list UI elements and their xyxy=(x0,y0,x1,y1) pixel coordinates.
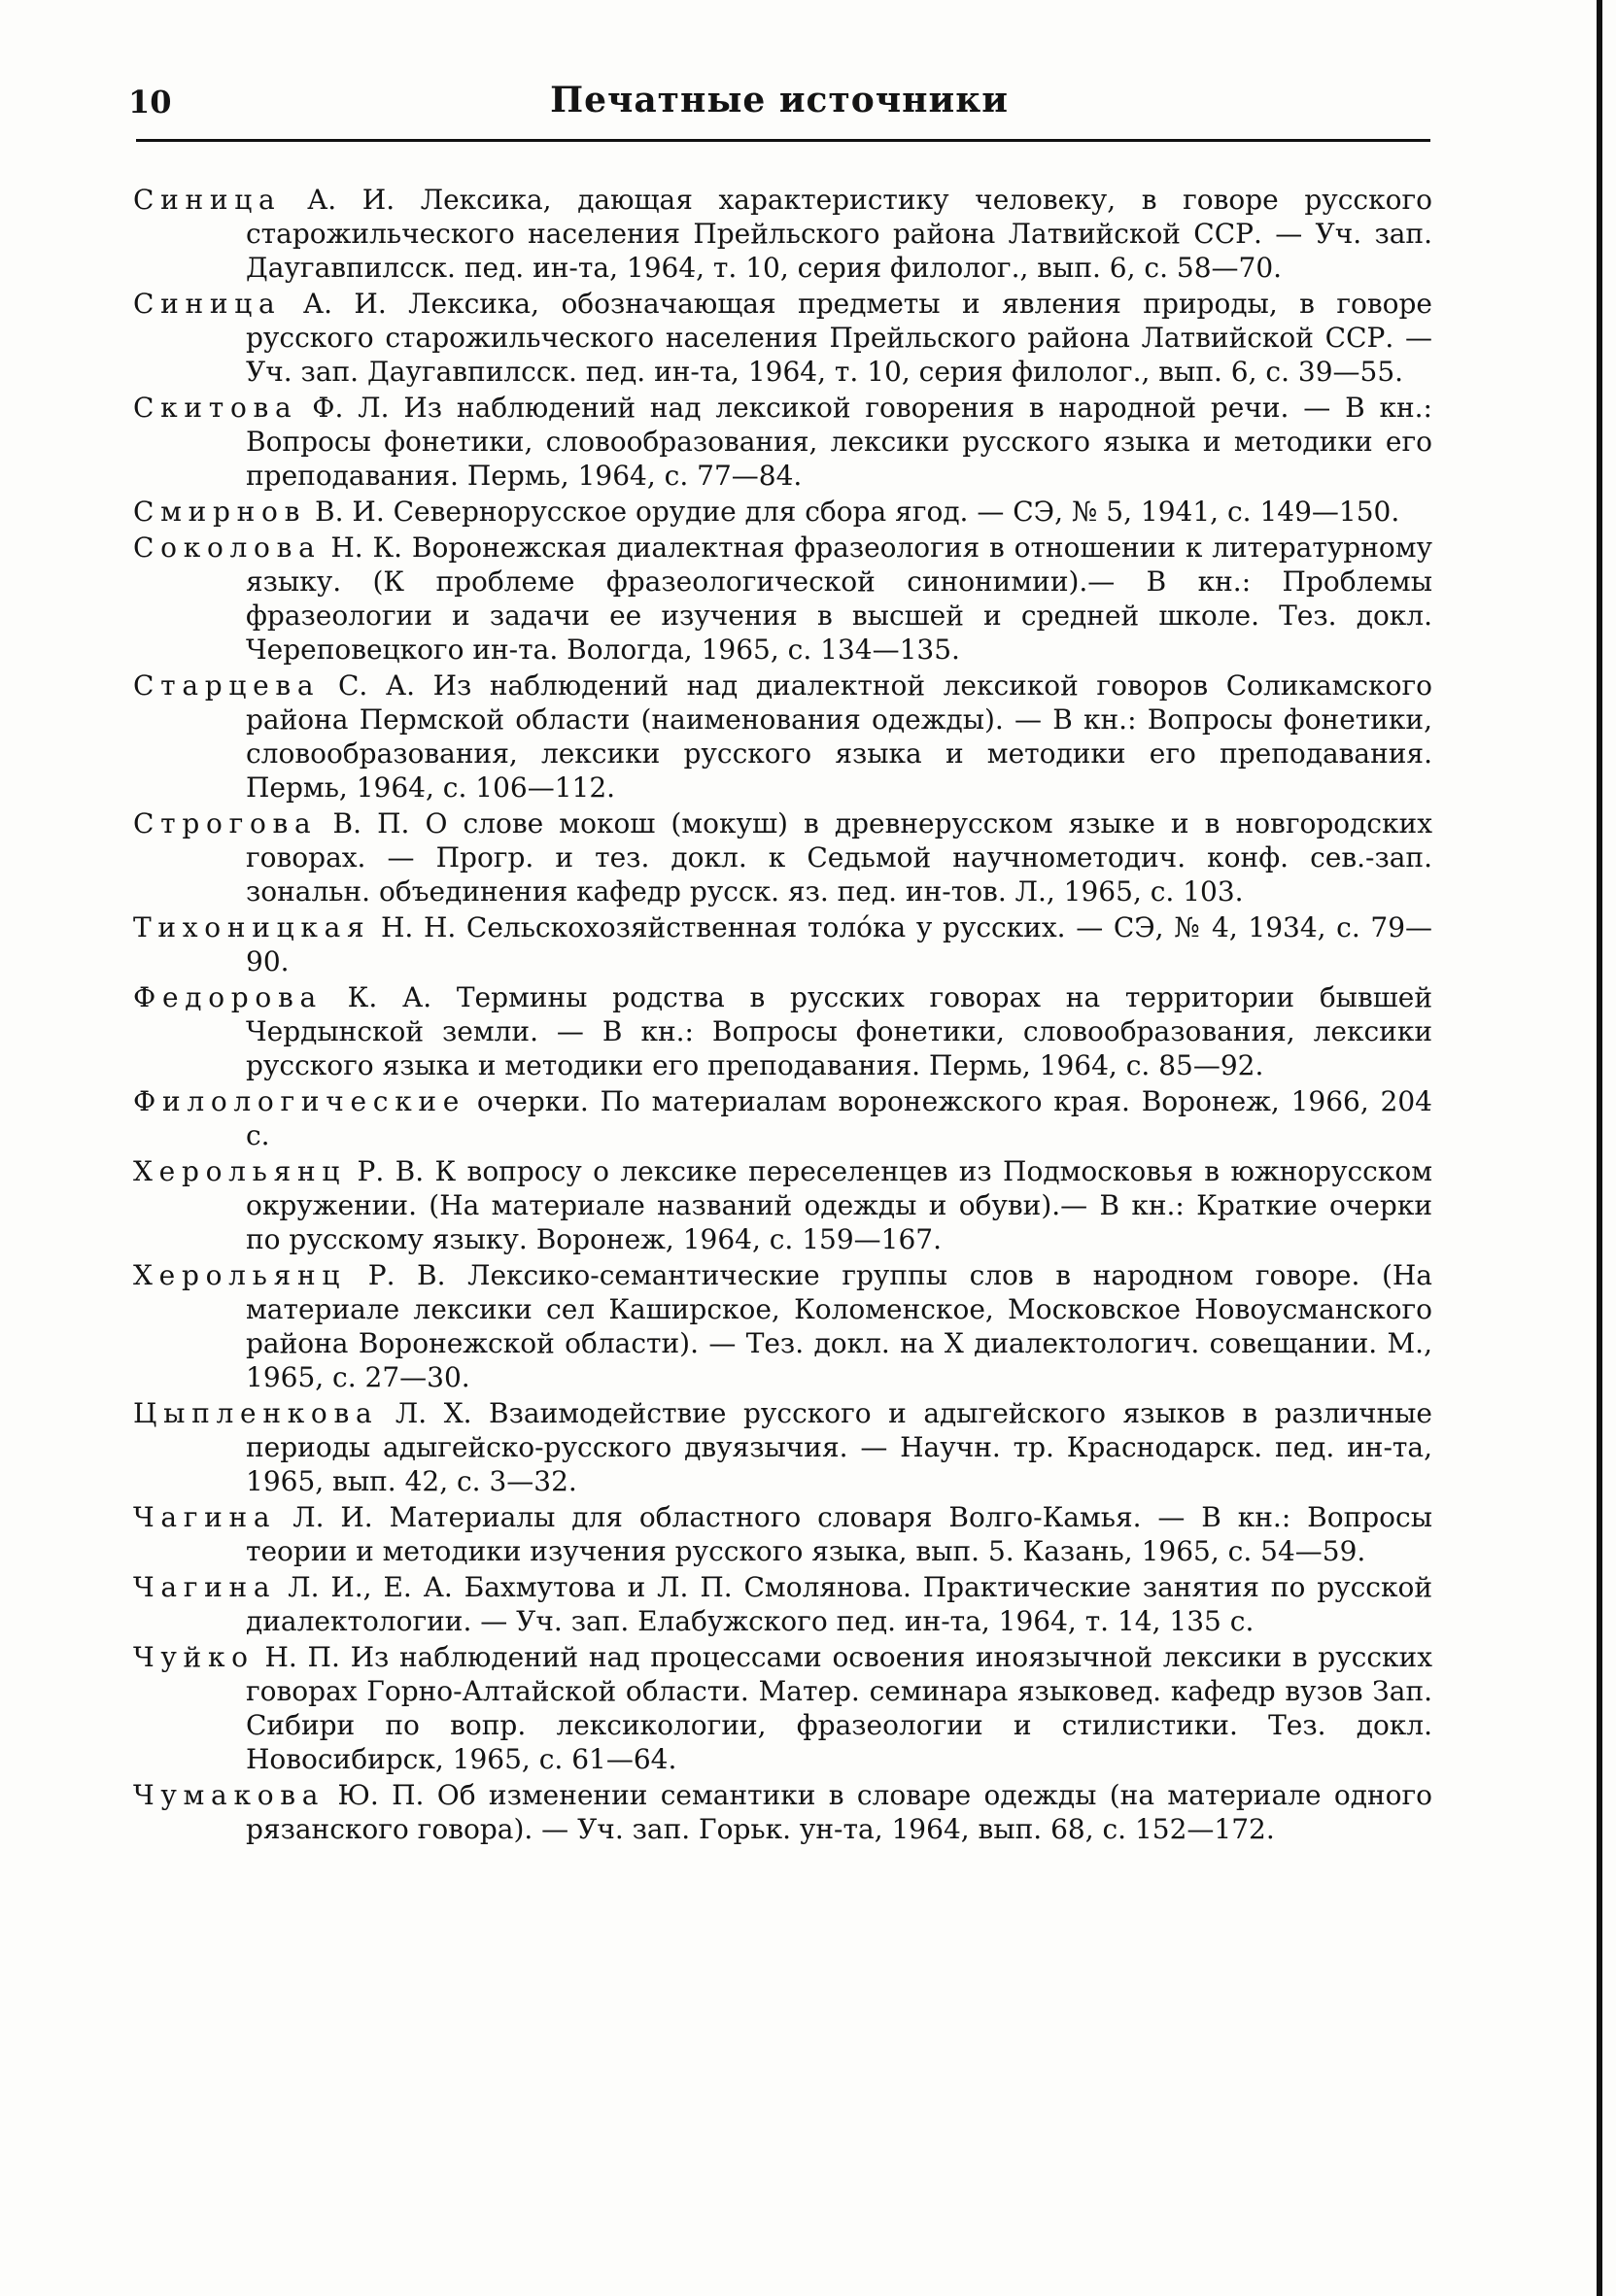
entry-author: Федорова xyxy=(133,981,323,1013)
entry-author: Строгова xyxy=(133,807,318,840)
entry-text: В. И. Севернорусское орудие для сбора ягод. — СЭ, № 5, 1941, с. 149—150. xyxy=(315,496,1400,528)
bibliography-entry xyxy=(133,1640,1432,1776)
entry-text: Р. В. К вопросу о лексике переселенцев из Подмосковья в южнорусском окружении. (На материале названий одежды и обуви).— В кн.: Краткие очерки по русскому языку. Воронеж, 1964, с. 159—167. xyxy=(246,1155,1432,1255)
entry-author: Филологические xyxy=(133,1085,466,1117)
entry-author: Тихоницкая xyxy=(133,911,371,943)
bibliography-entry xyxy=(133,391,1432,493)
entry-text: Л. Х. Взаимодействие русского и адыгейского языков в различные периоды адыгейско-русского двуязычия. — Научн. тр. Краснодарск. пед. ин-та, 1965, вып. 42, с. 3—32. xyxy=(246,1397,1432,1497)
bibliography-entry xyxy=(133,1258,1432,1394)
entry-author: Синица xyxy=(133,288,282,320)
bibliography-entry xyxy=(133,1778,1432,1846)
entry-author: Херольянц xyxy=(133,1259,347,1291)
entry-text: Л. И. Материалы для областного словаря Волго-Камья. — В кн.: Вопросы теории и методики изучения русского языка, вып. 5. Казань, 1965, с. 54—59. xyxy=(246,1501,1432,1567)
entry-text: Н. К. Воронежская диалектная фразеология в отношении к литературному языку. (К проблеме фразеологической синонимии).— В кн.: Проблемы фразеологии и задачи ее изучения в высшей и средней школе. Тез. докл. Череповецкого ин-та. Вологда, 1965, с. 134—135. xyxy=(246,531,1432,666)
page-edge-shadow xyxy=(1597,0,1602,2296)
entry-text: С. А. Из наблюдений над диалектной лексикой говоров Соликамского района Пермской области (наименования одежды). — В кн.: Вопросы фонетики, словообразования, лексики русского языка и методики его преподавания. Пермь, 1964, с. 106—112. xyxy=(246,669,1432,804)
bibliography-list xyxy=(133,183,1432,1848)
page-header xyxy=(128,76,1430,134)
entry-author: Синица xyxy=(133,184,282,216)
bibliography-entry xyxy=(133,910,1432,978)
entry-text: К. А. Термины родства в русских говорах на территории бывшей Чердынской земли. — В кн.: Вопросы фонетики, словообразования, лексики русского языка и методики его преподавания. Пермь, 1964, с. 85—92. xyxy=(246,981,1432,1081)
bibliography-entry xyxy=(133,287,1432,389)
header-rule xyxy=(136,139,1430,142)
entry-text: Ф. Л. Из наблюдений над лексикой говорения в народной речи. — В кн.: Вопросы фонетики, словообразования, лексики русского языка и методики его преподавания. Пермь, 1964, с. 77—84. xyxy=(246,392,1432,492)
bibliography-entry xyxy=(133,183,1432,285)
entry-author: Чагина xyxy=(133,1501,277,1533)
entry-author: Цыпленкова xyxy=(133,1397,379,1429)
entry-text: А. И. Лексика, дающая характеристику человеку, в говоре русского старожильческого населения Прейльского района Латвийской ССР. — Уч. зап. Даугавпилсск. пед. ин-та, 1964, т. 10, серия филолог., вып. 6, с. 58—70. xyxy=(246,184,1433,284)
bibliography-entry xyxy=(133,1396,1432,1498)
entry-author: Смирнов xyxy=(133,496,307,528)
bibliography-entry xyxy=(133,495,1432,529)
bibliography-entry xyxy=(133,1570,1432,1638)
bibliography-entry xyxy=(133,980,1432,1082)
bibliography-entry xyxy=(133,1154,1432,1256)
entry-text: Л. И., Е. А. Бахмутова и Л. П. Смолянова. Практические занятия по русской диалектологии. — Уч. зап. Елабужского пед. ин-та, 1964, т. 14, 135 с. xyxy=(246,1571,1432,1637)
bibliography-entry xyxy=(133,806,1432,908)
entry-author: Чагина xyxy=(133,1571,277,1603)
entry-author: Скитова xyxy=(133,392,298,424)
entry-text: Ю. П. Об изменении семантики в словаре одежды (на материале одного рязанского говора). — Уч. зап. Горьк. ун-та, 1964, вып. 68, с. 152—172. xyxy=(246,1779,1432,1845)
entry-author: Старцева xyxy=(133,669,321,702)
page-number: 10 xyxy=(128,84,172,120)
entry-author: Чуйко xyxy=(133,1641,255,1673)
entry-text: В. П. О слове мокош (мокуш) в древнерусском языке и в новгородских говорах. — Прогр. и тез. докл. к Седьмой научнометодич. конф. сев.-зап. зональн. объединения кафедр русск. яз. пед. ин-тов. Л., 1965, с. 103. xyxy=(246,807,1433,908)
entry-author: Чумакова xyxy=(133,1779,326,1811)
bibliography-entry xyxy=(133,531,1432,667)
entry-text: Н. Н. Сельскохозяйственная толóка у русских. — СЭ, № 4, 1934, с. 79—90. xyxy=(246,911,1433,977)
running-title: Печатные источники xyxy=(550,80,1009,120)
entry-author: Соколова xyxy=(133,531,322,564)
entry-text: очерки. По материалам воронежского края. Воронеж, 1966, 204 с. xyxy=(246,1085,1432,1151)
entry-author: Херольянц xyxy=(133,1155,347,1187)
bibliography-entry xyxy=(133,668,1432,805)
bibliography-entry xyxy=(133,1500,1432,1568)
entry-text: Н. П. Из наблюдений над процессами освоения иноязычной лексики в русских говорах Горно-Алтайской области. Матер. семинара языковед. кафедр вузов Зап. Сибири по вопр. лексикологии, фразеологии и стилистики. Тез. докл. Новосибирск, 1965, с. 61—64. xyxy=(246,1641,1432,1775)
bibliography-entry xyxy=(133,1084,1432,1152)
entry-text: Р. В. Лексико-семантические группы слов в народном говоре. (На материале лексики сел Каширское, Коломенское, Московское Новоусманского района Воронежской области). — Тез. докл. на X диалектологич. совещании. М., 1965, с. 27—30. xyxy=(246,1259,1433,1393)
entry-text: А. И. Лексика, обозначающая предметы и явления природы, в говоре русского старожильческого населения Прейльского района Латвийской ССР. — Уч. зап. Даугавпилсск. пед. ин-та, 1964, т. 10, серия филолог., вып. 6, с. 39—55. xyxy=(246,288,1433,388)
